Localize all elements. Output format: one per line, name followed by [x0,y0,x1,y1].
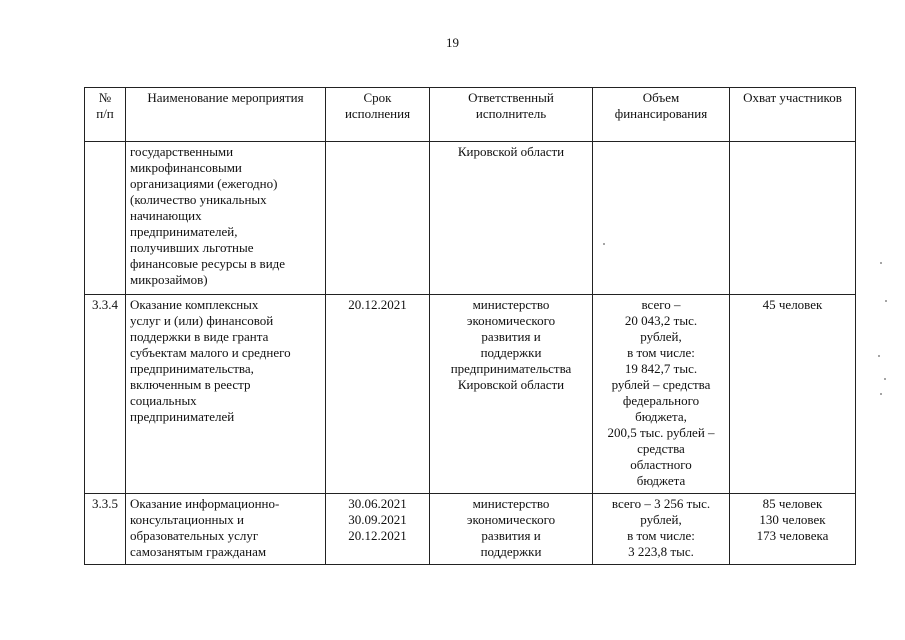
header-executor [430,88,593,142]
cell-line: министерство [472,496,550,511]
cell-line: включенным в реестр [130,377,251,392]
cell-line: Оказание комплексных [130,297,259,312]
cell-deadline [326,295,430,494]
cell-line: услуг и (или) финансовой [130,313,274,328]
cell-line: бюджета [636,473,686,488]
cell-line: 130 человек [759,512,826,527]
cell-line: развития и [481,329,541,344]
cell-deadline [326,142,430,295]
activities-table [84,87,856,565]
cell-line: экономического [466,313,556,328]
header-coverage [730,88,856,142]
cell-line: в том числе: [627,528,695,543]
cell-line: получивших льготные [130,240,254,255]
cell-line: предпринимателей [130,409,235,424]
cell-coverage [730,494,856,565]
cell-line: п/п [96,106,114,121]
cell-coverage [730,142,856,295]
cell-line: предпринимателей, [130,224,238,239]
cell-line: предпринимательства [450,361,572,376]
cell-line: 20.12.2021 [348,297,407,312]
cell-coverage [730,295,856,494]
cell-line: 30.09.2021 [348,512,407,527]
cell-line: 30.06.2021 [348,496,407,511]
cell-line: 20 043,2 тыс. [624,313,698,328]
scan-speck [885,300,887,302]
table-header-row [85,88,856,142]
cell-line: микрофинансовыми [130,160,242,175]
cell-line: 173 человека [756,528,829,543]
cell-line: Кировской области [457,144,565,159]
cell-line: всего – 3 256 тыс. [611,496,711,511]
cell-line: 85 человек [762,496,823,511]
cell-line: финансовые ресурсы в виде [130,256,286,271]
cell-line: рублей – средства [611,377,711,392]
cell-line: Объем [642,90,680,105]
cell-line: Охват участников [743,90,842,105]
cell-line: консультационных и [130,512,244,527]
cell-line: Кировской области [457,377,565,392]
cell-line: развития и [481,528,541,543]
cell-line: Срок [363,90,392,105]
cell-line: поддержки в виде гранта [130,329,269,344]
cell-line: 200,5 тыс. рублей – [607,425,715,440]
cell-executor [430,295,593,494]
cell-line: предпринимательства, [130,361,254,376]
cell-number [85,494,126,565]
cell-line: образовательных услуг [130,528,259,543]
cell-line: социальных [130,393,197,408]
table-row [85,295,856,494]
cell-line: финансирования [614,106,708,121]
cell-line: 20.12.2021 [348,528,407,543]
cell-line: рублей, [640,329,682,344]
cell-line: микрозаймов) [130,272,208,287]
cell-activity-name [126,494,326,565]
cell-line: 19 842,7 тыс. [624,361,698,376]
cell-line: начинающих [130,208,202,223]
cell-line: поддержки [480,544,542,559]
cell-line: Ответственный [468,90,554,105]
cell-line: 3 223,8 тыс. [628,544,694,559]
cell-funding [593,295,730,494]
table-row [85,494,856,565]
cell-activity-name [126,295,326,494]
cell-line: организациями (ежегодно) [130,176,278,191]
header-activity-name [126,88,326,142]
scan-speck [878,355,880,357]
cell-line: средства [637,441,685,456]
cell-line: государственными [130,144,234,159]
header-deadline [326,88,430,142]
cell-line: исполнитель [475,106,547,121]
cell-line: поддержки [480,345,542,360]
cell-line: 45 человек [762,297,823,312]
cell-deadline [326,494,430,565]
cell-line: 3.3.5 [92,496,118,511]
cell-line: экономического [466,512,556,527]
page-number: 19 [446,35,459,50]
cell-funding [593,142,730,295]
scan-speck [880,262,882,264]
cell-line: Наименование мероприятия [147,90,304,105]
scan-speck [880,393,882,395]
cell-line: 3.3.4 [92,297,118,312]
header-funding [593,88,730,142]
scan-speck [603,243,605,245]
scan-speck [884,378,886,380]
cell-line: всего – [641,297,681,312]
cell-line: рублей, [640,512,682,527]
cell-line: субъектам малого и среднего [130,345,291,360]
cell-activity-name [126,142,326,295]
cell-line: министерство [472,297,550,312]
cell-line: в том числе: [627,345,695,360]
cell-funding [593,494,730,565]
cell-executor [430,494,593,565]
cell-line: федерального [622,393,700,408]
cell-line: Оказание информационно- [130,496,280,511]
table-row [85,142,856,295]
cell-line: № [98,90,112,105]
header-number [85,88,126,142]
cell-number [85,295,126,494]
cell-line: бюджета, [635,409,687,424]
cell-line: исполнения [344,106,411,121]
cell-line: самозанятым гражданам [130,544,267,559]
cell-number [85,142,126,295]
cell-executor [430,142,593,295]
cell-line: областного [630,457,692,472]
cell-line: (количество уникальных [130,192,267,207]
